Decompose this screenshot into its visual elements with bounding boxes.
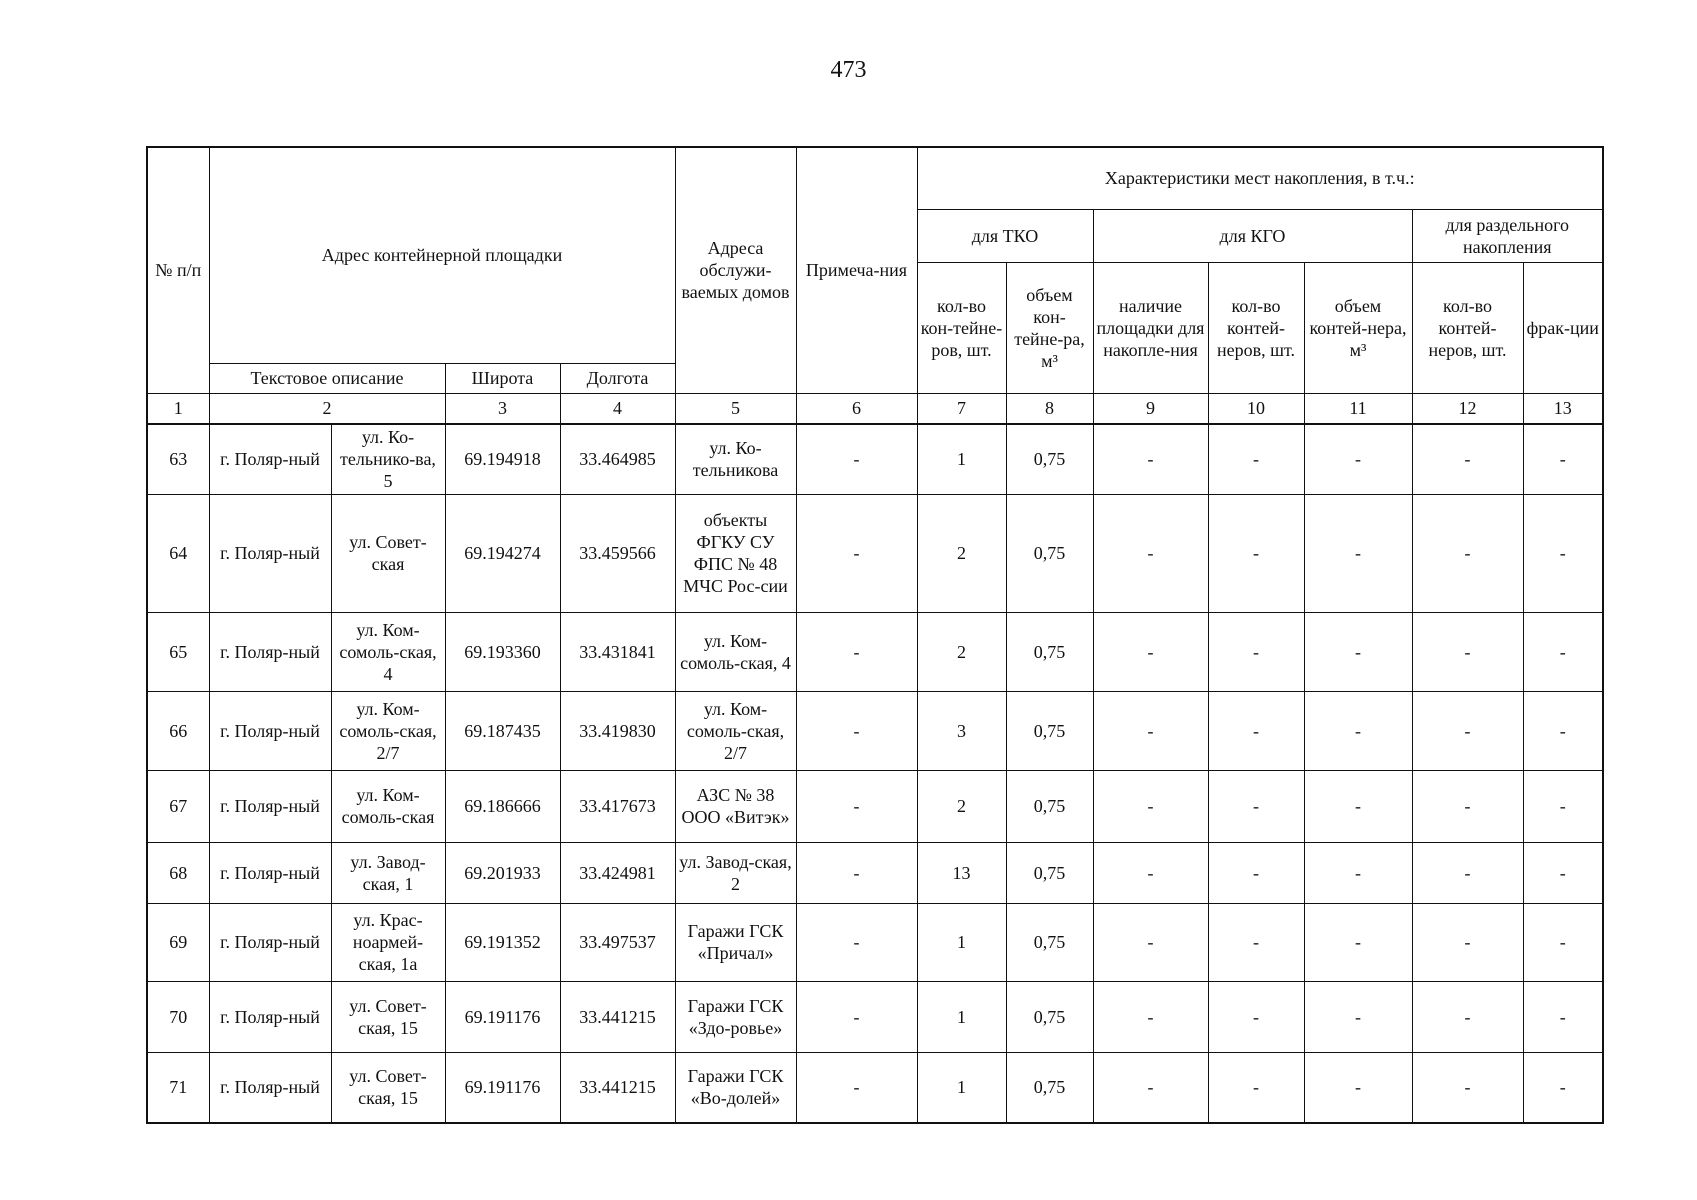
table-row — [147, 903, 1603, 981]
cell-sep-fractions: - — [1523, 424, 1603, 494]
cell-kgo-count: - — [1208, 981, 1304, 1052]
header-kgo: для КГО — [1093, 209, 1412, 262]
cell-no: 70 — [147, 981, 209, 1052]
cell-served: ул. Ком-сомоль-ская, 4 — [675, 612, 796, 691]
table-row — [147, 612, 1603, 691]
cell-tko-count: 1 — [917, 981, 1006, 1052]
cell-sep-fractions: - — [1523, 770, 1603, 842]
cell-city: г. Поляр-ный — [209, 494, 331, 612]
cell-kgo-site: - — [1093, 612, 1208, 691]
cell-note: - — [796, 612, 917, 691]
cell-kgo-volume: - — [1304, 981, 1412, 1052]
header-kgo-site: наличие площадки для накопле-ния — [1093, 262, 1208, 393]
column-number: 10 — [1208, 393, 1304, 424]
header-notes: Примеча-ния — [796, 147, 917, 393]
cell-sep-count: - — [1412, 770, 1523, 842]
cell-kgo-count: - — [1208, 1052, 1304, 1123]
cell-kgo-count: - — [1208, 842, 1304, 903]
cell-tko-count: 1 — [917, 1052, 1006, 1123]
cell-street: ул. Совет-ская, 15 — [331, 981, 445, 1052]
header-kgo-volume: объем контей-нера, м³ — [1304, 262, 1412, 393]
cell-no: 67 — [147, 770, 209, 842]
cell-tko-volume: 0,75 — [1006, 424, 1093, 494]
cell-kgo-volume: - — [1304, 691, 1412, 770]
cell-kgo-count: - — [1208, 494, 1304, 612]
cell-no: 64 — [147, 494, 209, 612]
cell-note: - — [796, 1052, 917, 1123]
header-col-no: № п/п — [147, 147, 209, 393]
cell-no: 69 — [147, 903, 209, 981]
table-row — [147, 770, 1603, 842]
cell-city: г. Поляр-ный — [209, 424, 331, 494]
cell-tko-count: 13 — [917, 842, 1006, 903]
column-number: 3 — [445, 393, 560, 424]
cell-sep-fractions: - — [1523, 494, 1603, 612]
cell-note: - — [796, 981, 917, 1052]
cell-sep-fractions: - — [1523, 612, 1603, 691]
cell-street: ул. Крас-ноармей-ская, 1а — [331, 903, 445, 981]
column-number: 1 — [147, 393, 209, 424]
cell-tko-volume: 0,75 — [1006, 494, 1093, 612]
page-number: 473 — [830, 57, 867, 83]
cell-latitude: 69.191176 — [445, 981, 560, 1052]
cell-kgo-count: - — [1208, 770, 1304, 842]
cell-no: 68 — [147, 842, 209, 903]
cell-city: г. Поляр-ный — [209, 770, 331, 842]
cell-street: ул. Совет-ская — [331, 494, 445, 612]
cell-latitude: 69.191352 — [445, 903, 560, 981]
cell-kgo-site: - — [1093, 691, 1208, 770]
column-number: 2 — [209, 393, 445, 424]
header-sep-fractions: фрак-ции — [1523, 262, 1603, 393]
cell-kgo-site: - — [1093, 903, 1208, 981]
cell-longitude: 33.497537 — [560, 903, 675, 981]
cell-kgo-volume: - — [1304, 770, 1412, 842]
cell-latitude: 69.201933 — [445, 842, 560, 903]
header-characteristics: Характеристики мест накопления, в т.ч.: — [917, 147, 1603, 209]
cell-kgo-count: - — [1208, 691, 1304, 770]
cell-tko-count: 3 — [917, 691, 1006, 770]
cell-sep-count: - — [1412, 981, 1523, 1052]
cell-kgo-count: - — [1208, 612, 1304, 691]
header-latitude: Широта — [445, 363, 560, 393]
column-number: 12 — [1412, 393, 1523, 424]
cell-kgo-site: - — [1093, 770, 1208, 842]
cell-tko-count: 1 — [917, 903, 1006, 981]
table-row — [147, 981, 1603, 1052]
cell-latitude: 69.194918 — [445, 424, 560, 494]
header-served-addresses: Адреса обслужи-ваемых домов — [675, 147, 796, 393]
cell-served: Гаражи ГСК «Здо-ровье» — [675, 981, 796, 1052]
cell-note: - — [796, 770, 917, 842]
cell-tko-volume: 0,75 — [1006, 1052, 1093, 1123]
cell-note: - — [796, 691, 917, 770]
cell-tko-volume: 0,75 — [1006, 691, 1093, 770]
cell-sep-fractions: - — [1523, 903, 1603, 981]
cell-served: объекты ФГКУ СУ ФПС № 48 МЧС Рос-сии — [675, 494, 796, 612]
cell-served: Гаражи ГСК «Во-долей» — [675, 1052, 796, 1123]
cell-served: ул. Ко-тельникова — [675, 424, 796, 494]
cell-city: г. Поляр-ный — [209, 981, 331, 1052]
cell-tko-count: 2 — [917, 612, 1006, 691]
column-number: 5 — [675, 393, 796, 424]
cell-longitude: 33.424981 — [560, 842, 675, 903]
column-number: 4 — [560, 393, 675, 424]
cell-note: - — [796, 424, 917, 494]
cell-city: г. Поляр-ный — [209, 612, 331, 691]
cell-sep-fractions: - — [1523, 691, 1603, 770]
cell-no: 71 — [147, 1052, 209, 1123]
cell-longitude: 33.419830 — [560, 691, 675, 770]
cell-latitude: 69.186666 — [445, 770, 560, 842]
cell-kgo-volume: - — [1304, 903, 1412, 981]
cell-latitude: 69.187435 — [445, 691, 560, 770]
cell-kgo-site: - — [1093, 842, 1208, 903]
cell-kgo-count: - — [1208, 424, 1304, 494]
cell-sep-count: - — [1412, 842, 1523, 903]
header-sep-count: кол-во контей-неров, шт. — [1412, 262, 1523, 393]
cell-sep-count: - — [1412, 494, 1523, 612]
cell-kgo-site: - — [1093, 424, 1208, 494]
header-row-1 — [147, 147, 1603, 209]
cell-tko-count: 1 — [917, 424, 1006, 494]
cell-kgo-volume: - — [1304, 1052, 1412, 1123]
cell-city: г. Поляр-ный — [209, 691, 331, 770]
cell-tko-count: 2 — [917, 770, 1006, 842]
container-sites-table — [146, 146, 1604, 1124]
column-number: 13 — [1523, 393, 1603, 424]
cell-kgo-site: - — [1093, 981, 1208, 1052]
column-number-row — [147, 393, 1603, 424]
cell-tko-volume: 0,75 — [1006, 981, 1093, 1052]
header-separate: для раздельного накопления — [1412, 209, 1603, 262]
cell-sep-count: - — [1412, 612, 1523, 691]
cell-street: ул. Ком-сомоль-ская, 4 — [331, 612, 445, 691]
cell-tko-volume: 0,75 — [1006, 842, 1093, 903]
cell-no: 66 — [147, 691, 209, 770]
cell-sep-fractions: - — [1523, 1052, 1603, 1123]
cell-longitude: 33.464985 — [560, 424, 675, 494]
header-longitude: Долгота — [560, 363, 675, 393]
cell-no: 63 — [147, 424, 209, 494]
cell-tko-volume: 0,75 — [1006, 612, 1093, 691]
cell-served: ул. Ком-сомоль-ская, 2/7 — [675, 691, 796, 770]
cell-street: ул. Ком-сомоль-ская, 2/7 — [331, 691, 445, 770]
cell-kgo-site: - — [1093, 494, 1208, 612]
cell-sep-count: - — [1412, 691, 1523, 770]
cell-kgo-volume: - — [1304, 494, 1412, 612]
cell-latitude: 69.193360 — [445, 612, 560, 691]
header-tko-count: кол-во кон-тейне-ров, шт. — [917, 262, 1006, 393]
cell-street: ул. Совет-ская, 15 — [331, 1052, 445, 1123]
header-address-group: Адрес контейнерной площадки — [209, 147, 675, 363]
cell-kgo-site: - — [1093, 1052, 1208, 1123]
cell-tko-volume: 0,75 — [1006, 770, 1093, 842]
column-number: 7 — [917, 393, 1006, 424]
cell-sep-fractions: - — [1523, 981, 1603, 1052]
cell-served: АЗС № 38 ООО «Витэк» — [675, 770, 796, 842]
cell-kgo-count: - — [1208, 903, 1304, 981]
cell-kgo-volume: - — [1304, 424, 1412, 494]
cell-tko-volume: 0,75 — [1006, 903, 1093, 981]
column-number: 8 — [1006, 393, 1093, 424]
cell-no: 65 — [147, 612, 209, 691]
table-row — [147, 424, 1603, 494]
cell-sep-count: - — [1412, 1052, 1523, 1123]
cell-city: г. Поляр-ный — [209, 842, 331, 903]
column-number: 11 — [1304, 393, 1412, 424]
table-row — [147, 691, 1603, 770]
cell-served: Гаражи ГСК «Причал» — [675, 903, 796, 981]
cell-longitude: 33.459566 — [560, 494, 675, 612]
cell-kgo-volume: - — [1304, 612, 1412, 691]
cell-note: - — [796, 494, 917, 612]
table-row — [147, 842, 1603, 903]
header-tko: для ТКО — [917, 209, 1093, 262]
cell-street: ул. Ко-тельнико-ва, 5 — [331, 424, 445, 494]
table-row — [147, 494, 1603, 612]
header-kgo-count: кол-во контей-неров, шт. — [1208, 262, 1304, 393]
cell-longitude: 33.441215 — [560, 1052, 675, 1123]
cell-kgo-volume: - — [1304, 842, 1412, 903]
cell-note: - — [796, 842, 917, 903]
cell-sep-fractions: - — [1523, 842, 1603, 903]
cell-street: ул. Ком-сомоль-ская — [331, 770, 445, 842]
column-number: 6 — [796, 393, 917, 424]
cell-street: ул. Завод-ская, 1 — [331, 842, 445, 903]
cell-city: г. Поляр-ный — [209, 903, 331, 981]
header-text-description: Текстовое описание — [209, 363, 445, 393]
header-tko-volume: объем кон-тейне-ра, м³ — [1006, 262, 1093, 393]
cell-tko-count: 2 — [917, 494, 1006, 612]
cell-sep-count: - — [1412, 903, 1523, 981]
cell-longitude: 33.441215 — [560, 981, 675, 1052]
cell-latitude: 69.194274 — [445, 494, 560, 612]
cell-city: г. Поляр-ный — [209, 1052, 331, 1123]
cell-note: - — [796, 903, 917, 981]
cell-served: ул. Завод-ская, 2 — [675, 842, 796, 903]
cell-longitude: 33.431841 — [560, 612, 675, 691]
cell-sep-count: - — [1412, 424, 1523, 494]
column-number: 9 — [1093, 393, 1208, 424]
table-row — [147, 1052, 1603, 1123]
cell-longitude: 33.417673 — [560, 770, 675, 842]
cell-latitude: 69.191176 — [445, 1052, 560, 1123]
